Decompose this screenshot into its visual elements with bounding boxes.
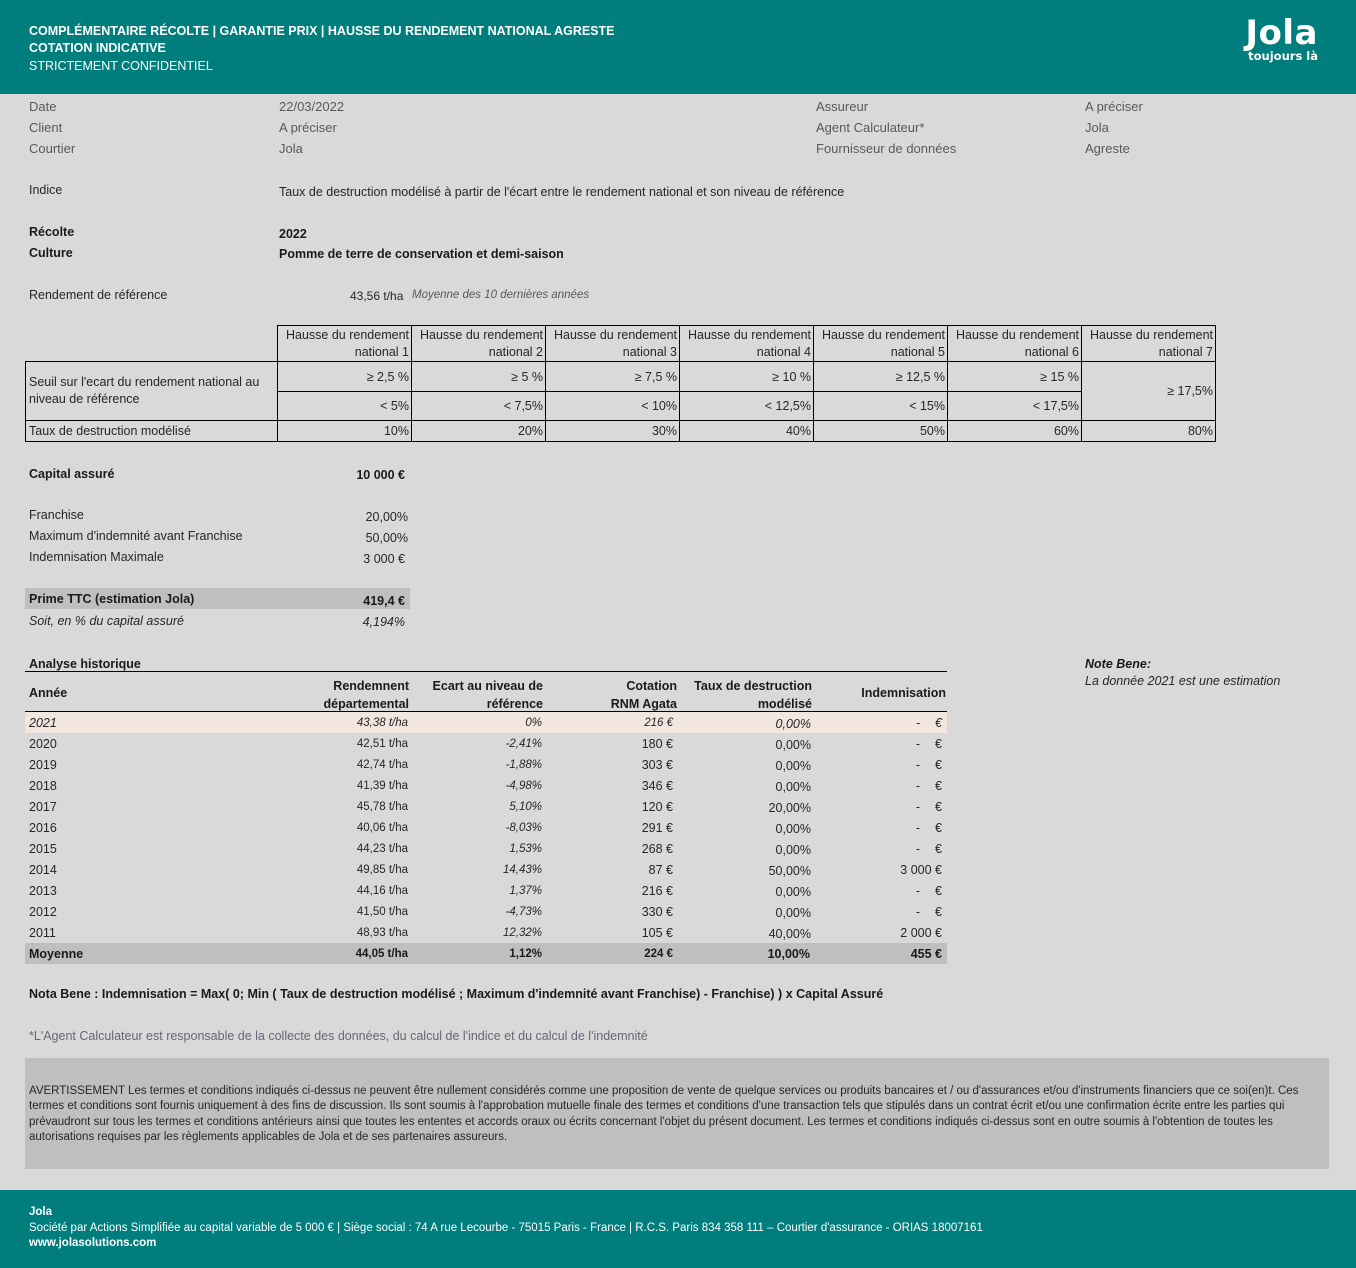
row-ecart: -1,88% — [505, 759, 542, 771]
logo-wordmark: Jola — [1245, 13, 1318, 53]
row-indemnisation: - — [915, 800, 920, 814]
footer-legal: Société par Actions Simplifiée au capital variable de 5 000 € | Siège social : 74 A rue Lecourbe - 75015 Paris - France | R.C.S. Paris 834 358 111 – Courtier d'assurance - ORIAS 18007161 — [29, 1222, 983, 1234]
row-ecart: 0% — [525, 717, 542, 729]
row-taux: 20,00% — [768, 801, 811, 815]
taux-2: 20% — [412, 421, 546, 442]
row-cotation: 180 € — [641, 737, 673, 751]
row-cotation: 120 € — [641, 800, 673, 814]
col-indemnisation: Indemnisation — [861, 686, 946, 700]
seuil-lower-6: ≥ 15 % — [948, 362, 1082, 392]
taux-label: Taux de destruction modélisé — [26, 421, 278, 442]
fournisseur-label: Fournisseur de données — [816, 141, 957, 156]
seuil-upper-3: < 10% — [546, 392, 680, 421]
row-taux: 0,00% — [775, 906, 811, 920]
prime-value: 419,4 € — [363, 594, 405, 608]
historique-title: Analyse historique — [29, 657, 141, 671]
row-annee: 2019 — [29, 758, 57, 772]
seuil-label: Seuil sur l'ecart du rendement national au niveau de référence — [26, 362, 278, 421]
row-rendement: 48,93 t/ha — [356, 927, 408, 939]
row-indemnisation: - — [915, 842, 920, 856]
indice-value: Taux de destruction modélisé à partir de l'écart entre le rendement national et son niveau de référence — [279, 185, 845, 199]
fournisseur-value: Agreste — [1085, 141, 1130, 156]
row-rendement: 43,38 t/ha — [356, 717, 408, 729]
row-rendement: 40,06 t/ha — [356, 822, 408, 834]
row-annee: 2020 — [29, 737, 57, 751]
row-indemnisation-euro: € — [935, 821, 942, 835]
client-value: A préciser — [279, 120, 337, 135]
empty-cell — [26, 326, 278, 362]
taux-3: 30% — [546, 421, 680, 442]
row-taux: 0,00% — [775, 717, 811, 731]
seuils-header-row — [26, 326, 1216, 362]
row-ecart: -4,98% — [505, 780, 542, 792]
footer — [0, 1190, 1356, 1268]
moyenne-ecart: 1,12% — [509, 948, 542, 960]
confidential-label: STRICTEMENT CONFIDENTIEL — [29, 59, 213, 73]
row-ecart: 5,10% — [509, 801, 542, 813]
row-taux: 0,00% — [775, 780, 811, 794]
row-annee: 2015 — [29, 842, 57, 856]
row-annee: 2011 — [29, 926, 56, 940]
row-ecart: 1,53% — [509, 843, 542, 855]
taux-row — [26, 421, 1216, 442]
agent-value: Jola — [1085, 120, 1109, 135]
row-rendement: 42,74 t/ha — [356, 759, 408, 771]
courtier-value: Jola — [279, 141, 303, 156]
row-indemnisation: - — [915, 716, 920, 730]
agent-calculateur-note: *L'Agent Calculateur est responsable de la collecte des données, du calcul de l'indice et du calcul de l'indemnité — [29, 1029, 648, 1043]
header-national-1: Hausse du rendement national 1 — [278, 326, 412, 362]
row-indemnisation: - — [915, 884, 920, 898]
row-cotation: 291 € — [641, 821, 673, 835]
header-national-5: Hausse du rendement national 5 — [814, 326, 948, 362]
header-national-6: Hausse du rendement national 6 — [948, 326, 1082, 362]
seuils-lower-row — [26, 362, 1216, 392]
agent-label: Agent Calculateur* — [816, 120, 925, 135]
row-annee: 2014 — [29, 863, 57, 877]
recolte-label: Récolte — [29, 225, 75, 239]
row-indemnisation-euro: € — [935, 842, 942, 856]
assureur-label: Assureur — [816, 99, 869, 114]
row-cotation: 330 € — [641, 905, 673, 919]
capital-value: 10 000 € — [356, 468, 405, 482]
row-annee: 2013 — [29, 884, 57, 898]
row-indemnisation: - — [915, 821, 920, 835]
row-ecart: 1,37% — [509, 885, 542, 897]
rendement-reference-value: 43,56 t/ha — [350, 289, 404, 303]
row-rendement: 41,50 t/ha — [356, 906, 408, 918]
row-indemnisation-euro: € — [935, 905, 942, 919]
row-indemnisation: - — [915, 779, 920, 793]
row-indemnisation: 2 000 € — [900, 926, 942, 940]
recolte-value: 2022 — [279, 227, 307, 241]
row-rendement: 42,51 t/ha — [356, 738, 408, 750]
col-taux: Taux de destruction modélisé — [694, 679, 812, 711]
assureur-value: A préciser — [1085, 99, 1143, 114]
courtier-label: Courtier — [29, 141, 76, 156]
row-indemnisation-euro: € — [935, 737, 942, 751]
row-indemnisation: - — [915, 737, 920, 751]
taux-1: 10% — [278, 421, 412, 442]
avertissement-text: AVERTISSEMENT Les termes et conditions indiqués ci-dessus ne peuvent être nullement considérés comme une proposition de vente de quelque services ou produits bancaires et / ou d'assurances et/ou d'instruments financiers que ce soi(en)t. Ces termes et conditions sont fournis uniquement à des fins de discussion. Ils sont soumis à l'approbation mutuelle finale des termes et conditions d'une transaction tels que stipulés dans un contrat écrit et/ou une confirmation écrite entre les parties qui prévaudront sur tous les termes et conditions antérieurs ainsi que toutes les ententes et accords oraux ou écrits concernant l'objet du présent document. Les termes et conditions indiqués ci-dessus sont en outre soumis à l'obtention de toutes les autorisations requises par les règlements applicables de Jola et de ses partenaires assureurs. — [29, 1085, 1299, 1143]
franchise-label: Franchise — [29, 508, 84, 522]
row-cotation: 303 € — [641, 758, 673, 772]
header-national-3: Hausse du rendement national 3 — [546, 326, 680, 362]
col-ecart: Ecart au niveau de référence — [432, 679, 543, 711]
seuil-upper-5: < 15% — [814, 392, 948, 421]
row-ecart: -8,03% — [505, 822, 542, 834]
seuil-lower-4: ≥ 10 % — [680, 362, 814, 392]
rendement-reference-note: Moyenne des 10 dernières années — [412, 289, 590, 301]
seuil-upper-2: < 7,5% — [412, 392, 546, 421]
row-taux: 40,00% — [768, 927, 811, 941]
document-subtitle: COTATION INDICATIVE — [29, 41, 166, 55]
row-indemnisation: - — [915, 758, 920, 772]
footer-website[interactable]: www.jolasolutions.com — [29, 1237, 157, 1249]
jola-logo — [1238, 14, 1318, 62]
soit-label: Soit, en % du capital assuré — [29, 614, 184, 628]
seuils-table — [25, 325, 1216, 442]
row-taux: 50,00% — [768, 864, 811, 878]
row-annee: 2017 — [29, 800, 57, 814]
seuil-lower-7: ≥ 17,5% — [1082, 362, 1216, 421]
taux-4: 40% — [680, 421, 814, 442]
row-indemnisation: - — [915, 905, 920, 919]
date-value: 22/03/2022 — [279, 99, 345, 114]
row-annee: 2012 — [29, 905, 57, 919]
row-cotation: 105 € — [641, 926, 673, 940]
row-annee: 2018 — [29, 779, 57, 793]
moyenne-taux: 10,00% — [767, 947, 810, 961]
soit-value: 4,194% — [362, 615, 405, 629]
row-rendement: 45,78 t/ha — [356, 801, 408, 813]
row-annee: 2016 — [29, 821, 57, 835]
row-taux: 0,00% — [775, 885, 811, 899]
seuil-lower-1: ≥ 2,5 % — [278, 362, 412, 392]
culture-value: Pomme de terre de conservation et demi-saison — [279, 247, 564, 261]
row-cotation: 268 € — [641, 842, 673, 856]
row-ecart: 14,43% — [502, 864, 542, 876]
row-taux: 0,00% — [775, 822, 811, 836]
row-rendement: 44,23 t/ha — [356, 843, 408, 855]
prime-label: Prime TTC (estimation Jola) — [29, 592, 195, 606]
col-cotation: Cotation RNM Agata — [610, 679, 677, 711]
seuil-lower-3: ≥ 7,5 % — [546, 362, 680, 392]
row-ecart: 12,32% — [502, 927, 542, 939]
note-bene-title: Note Bene: — [1085, 657, 1151, 671]
historique-top-rule — [25, 671, 947, 672]
max-indemnite-value: 50,00% — [365, 531, 408, 545]
row-rendement: 41,39 t/ha — [356, 780, 408, 792]
seuil-upper-1: < 5% — [278, 392, 412, 421]
header-national-4: Hausse du rendement national 4 — [680, 326, 814, 362]
client-label: Client — [29, 120, 63, 135]
seuil-lower-2: ≥ 5 % — [412, 362, 546, 392]
row-indemnisation-euro: € — [935, 716, 942, 730]
nota-bene-formula: Nota Bene : Indemnisation = Max( 0; Min ( Taux de destruction modélisé ; Maximum d'indemnité avant Franchise) - Franchise) ) x Capital Assuré — [29, 987, 884, 1001]
row-cotation: 346 € — [641, 779, 673, 793]
col-annee: Année — [29, 686, 68, 700]
row-ecart: -2,41% — [505, 738, 542, 750]
seuil-upper-4: < 12,5% — [680, 392, 814, 421]
header-national-7: Hausse du rendement national 7 — [1082, 326, 1216, 362]
seuil-upper-6: < 17,5% — [948, 392, 1082, 421]
rendement-reference-label: Rendement de référence — [29, 288, 168, 302]
row-annee: 2021 — [29, 716, 57, 730]
row-cotation: 216 € — [644, 717, 673, 729]
logo-tagline: toujours là — [1248, 49, 1318, 63]
avertissement-box — [25, 1058, 1329, 1169]
max-indemnite-label: Maximum d'indemnité avant Franchise — [29, 529, 243, 543]
moyenne-cotation: 224 € — [644, 948, 673, 960]
row-indemnisation: 3 000 € — [900, 863, 942, 877]
row-taux: 0,00% — [775, 738, 811, 752]
row-rendement: 44,16 t/ha — [356, 885, 408, 897]
footer-company: Jola — [29, 1206, 53, 1218]
row-indemnisation-euro: € — [935, 779, 942, 793]
indice-label: Indice — [29, 183, 63, 197]
seuil-lower-5: ≥ 12,5 % — [814, 362, 948, 392]
row-taux: 0,00% — [775, 759, 811, 773]
culture-label: Culture — [29, 246, 73, 260]
document-title: COMPLÉMENTAIRE RÉCOLTE | GARANTIE PRIX | HAUSSE DU RENDEMENT NATIONAL AGRESTE — [29, 24, 615, 38]
row-rendement: 49,85 t/ha — [356, 864, 408, 876]
moyenne-indemnisation: 455 € — [910, 947, 942, 961]
taux-6: 60% — [948, 421, 1082, 442]
row-taux: 0,00% — [775, 843, 811, 857]
moyenne-label: Moyenne — [29, 947, 84, 961]
row-cotation: 216 € — [641, 884, 673, 898]
row-indemnisation-euro: € — [935, 758, 942, 772]
row-cotation: 87 € — [648, 863, 673, 877]
indemnisation-max-value: 3 000 € — [363, 552, 405, 566]
date-label: Date — [29, 99, 57, 114]
row-indemnisation-euro: € — [935, 884, 942, 898]
header-banner — [0, 0, 1356, 94]
col-rendement: Rendemnent départemental — [323, 679, 409, 711]
capital-label: Capital assuré — [29, 467, 115, 481]
indemnisation-max-label: Indemnisation Maximale — [29, 550, 164, 564]
row-indemnisation-euro: € — [935, 800, 942, 814]
taux-5: 50% — [814, 421, 948, 442]
franchise-value: 20,00% — [365, 510, 408, 524]
taux-7: 80% — [1082, 421, 1216, 442]
row-ecart: -4,73% — [505, 906, 542, 918]
header-national-2: Hausse du rendement national 2 — [412, 326, 546, 362]
note-bene-text: La donnée 2021 est une estimation — [1085, 674, 1281, 688]
moyenne-rendement: 44,05 t/ha — [355, 948, 408, 960]
